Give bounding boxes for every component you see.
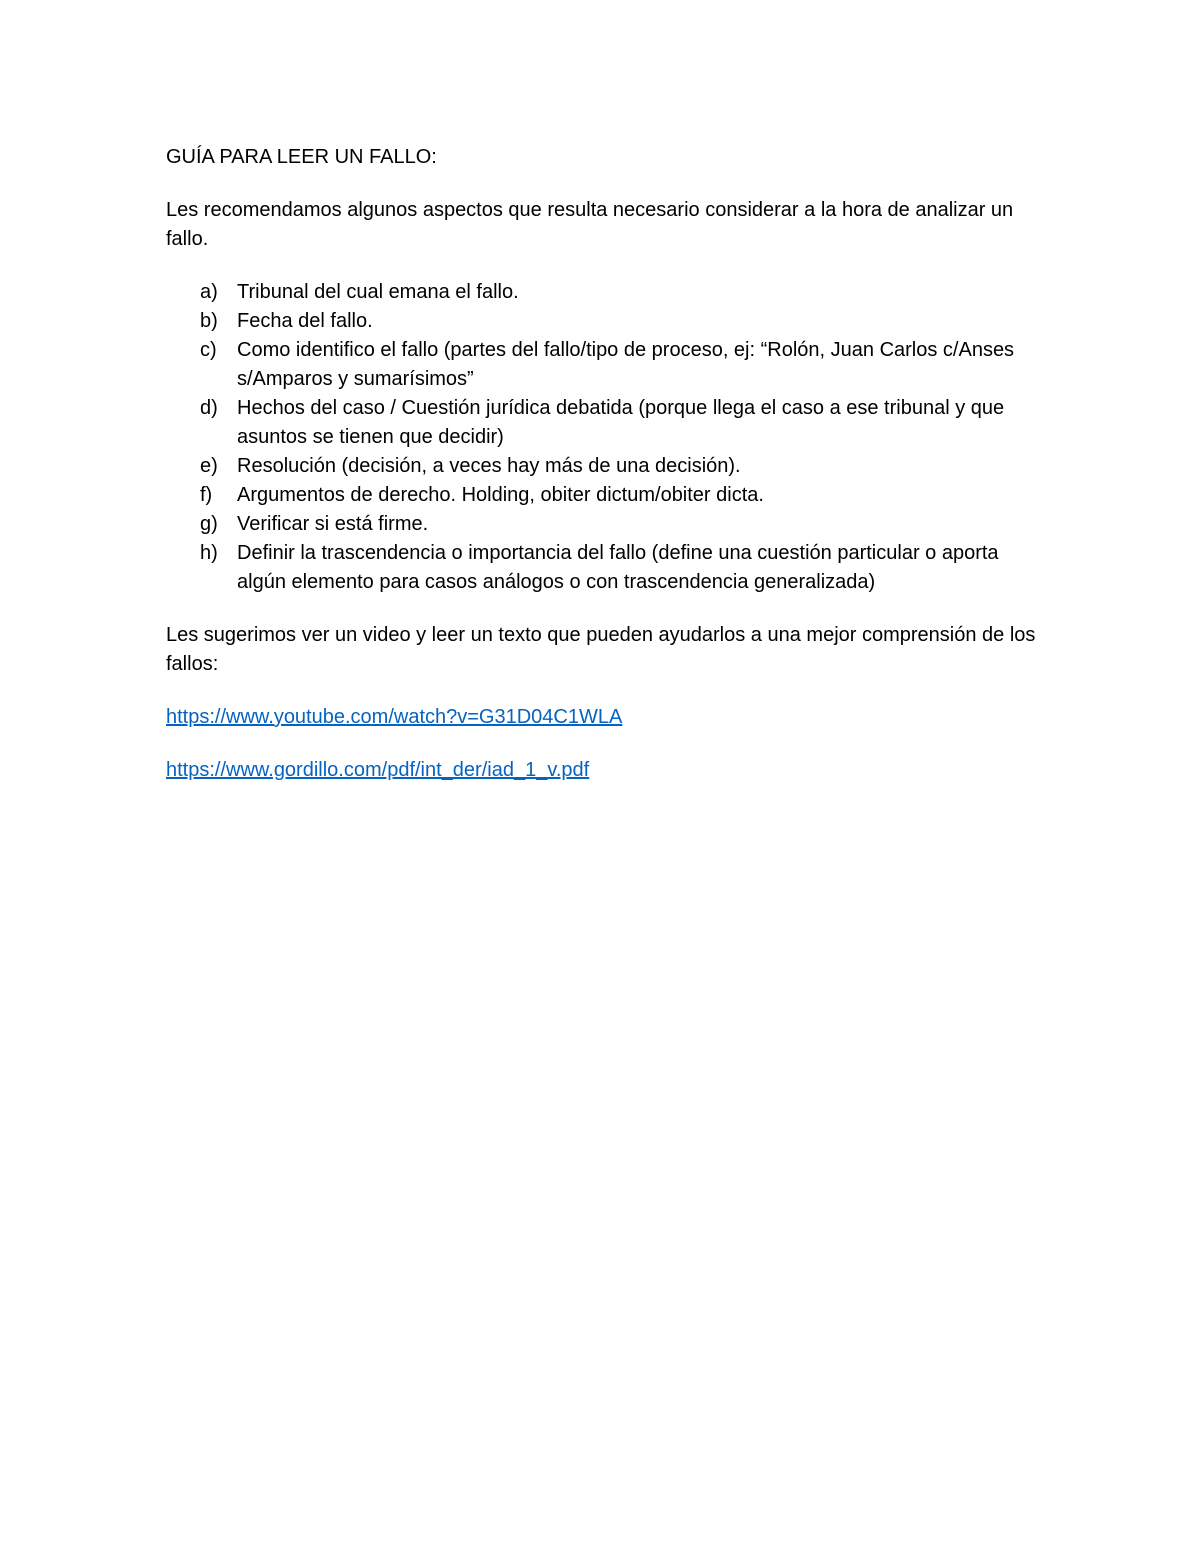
list-marker: h) [200, 542, 218, 564]
list-item-text: Verificar si está firme. [237, 513, 429, 535]
youtube-link[interactable]: https://www.youtube.com/watch?v=G31D04C1WLA [166, 706, 623, 728]
list-marker: a) [200, 281, 218, 303]
list-marker: e) [200, 455, 218, 477]
list-item-text: Hechos del caso / Cuestión jurídica debatida (porque llega el caso a ese tribunal y que asuntos se tienen que decidir) [237, 397, 1005, 448]
list-item [166, 481, 1046, 510]
list-marker: c) [200, 339, 217, 361]
list-item-text: Como identifico el fallo (partes del fallo/tipo de proceso, ej: “Rolón, Juan Carlos c/Anses s/Amparos y sumarísimos” [237, 339, 1015, 390]
list-item [166, 307, 1046, 336]
list-marker: f) [200, 484, 213, 506]
list-marker: d) [200, 397, 218, 419]
list-item-text: Tribunal del cual emana el fallo. [237, 281, 519, 303]
list-item [166, 394, 1046, 452]
aspects-list [166, 278, 1046, 597]
list-item-text: Fecha del fallo. [237, 310, 373, 332]
gordillo-pdf-link[interactable]: https://www.gordillo.com/pdf/int_der/iad_1_v.pdf [166, 759, 590, 781]
document-body [166, 143, 1046, 809]
list-item [166, 452, 1046, 481]
list-item [166, 539, 1046, 597]
document-title: GUÍA PARA LEER UN FALLO: [166, 146, 437, 168]
list-item-text: Definir la trascendencia o importancia del fallo (define una cuestión particular o aporta algún elemento para casos análogos o con trascendencia generalizada) [237, 542, 999, 593]
list-item-text: Resolución (decisión, a veces hay más de una decisión). [237, 455, 741, 477]
list-item [166, 278, 1046, 307]
list-marker: g) [200, 513, 218, 535]
suggestion-paragraph: Les sugerimos ver un video y leer un texto que pueden ayudarlos a una mejor comprensión de los fallos: [166, 624, 1036, 675]
list-item [166, 336, 1046, 394]
list-marker: b) [200, 310, 218, 332]
intro-paragraph: Les recomendamos algunos aspectos que resulta necesario considerar a la hora de analizar un fallo. [166, 199, 1014, 250]
list-item-text: Argumentos de derecho. Holding, obiter dictum/obiter dicta. [237, 484, 764, 506]
list-item [166, 510, 1046, 539]
